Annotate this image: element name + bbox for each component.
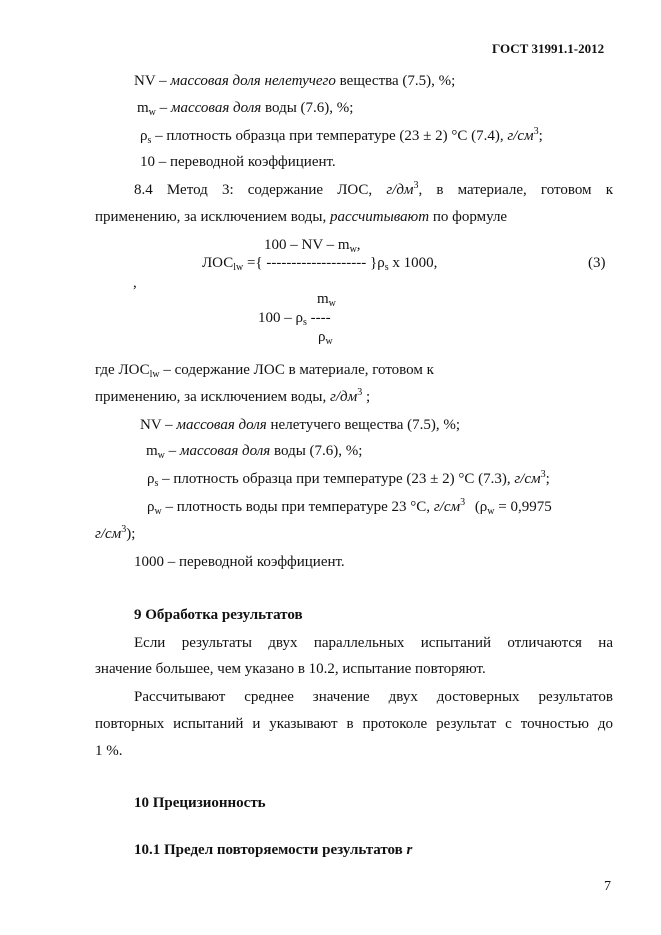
mw-sub: w [148, 107, 156, 118]
rhos2-end: ; [545, 471, 550, 487]
formula-rho: ρ [377, 255, 385, 271]
where-line1 [95, 363, 434, 378]
rho-sub: s [147, 135, 152, 146]
rhow2-cont-end: ); [126, 526, 136, 542]
numerator-end: , [356, 237, 361, 253]
def-coef-2: 1000 – переводной коэффициент. [134, 554, 345, 570]
method3-unit-sup: 3 [413, 180, 419, 191]
rho-end: ; [538, 128, 543, 144]
where2-unit: г/дм [330, 389, 358, 405]
mw2-italic: массовая доля [179, 443, 271, 459]
def-coef-1: 10 – переводной коэффициент. [140, 154, 336, 170]
nv2-symbol: NV – [140, 417, 173, 433]
rhos2-symbol: ρ [147, 471, 155, 487]
mw2-rest: воды (7.6), %; [274, 443, 363, 459]
nv2-rest: нелетучего вещества (7.5), %; [270, 417, 461, 433]
method3-line2-text: применению, за исключением воды, [95, 209, 327, 225]
section-10-1-r: r [406, 842, 413, 858]
document-code: ГОСТ 31991.1-2012 [492, 41, 605, 56]
mw2-sub: w [157, 450, 165, 461]
page-number: 7 [604, 879, 611, 894]
section-9-p2-line3: 1 %. [95, 743, 123, 759]
rho-symbol: ρ [140, 128, 148, 144]
formula-stray-comma: , [133, 275, 137, 291]
rhow2-unit: г/см [433, 499, 461, 515]
section-9-p2-line1: Рассчитывают среднее значение двух достоверных результатов [134, 689, 613, 705]
rhow2-paren: (ρ [474, 499, 488, 515]
rho-unit-sup: 3 [533, 126, 539, 137]
def-rhow-2 [147, 497, 552, 517]
mw-symbol: m [137, 100, 149, 116]
rhow2-paren-sub: w [487, 506, 495, 517]
rhos2-sup: 3 [540, 469, 546, 480]
formula-den-mw [317, 292, 336, 307]
rho-unit: г/см [507, 128, 534, 144]
section-9-p1-line1: Если результаты двух параллельных испытаний отличаются на [134, 635, 613, 651]
where-line2 [95, 387, 371, 405]
def-nv-1 [134, 74, 455, 89]
rhow2-symbol: ρ [147, 499, 155, 515]
where2-end: ; [362, 389, 371, 405]
section-10-1-text: 10.1 Предел повторяемости результатов [134, 842, 403, 858]
formula-lhs-sub: lw [233, 262, 244, 273]
rhow2-cont-sup: 3 [121, 524, 127, 535]
den-main-text: 100 – ρ [258, 310, 303, 326]
rhos2-text: – плотность образца при температуре (23 ± 2) °С (7.3), [162, 471, 511, 487]
section-9-title: 9 Обработка результатов [134, 607, 303, 623]
mw-italic: массовая доля [170, 100, 262, 116]
method3-line2-tail: по формуле [432, 209, 508, 225]
rhow2-val: = 0,9975 [494, 499, 552, 515]
section-10-1-title [134, 843, 412, 858]
where-tail: – содержание ЛОС в материале, готовом к [159, 362, 434, 378]
nv-rest: вещества (7.5), %; [339, 73, 456, 89]
def-rhos-2 [147, 469, 550, 489]
rho-text: – плотность образца при температуре (23 ± 2) °С (7.4), [155, 128, 504, 144]
den-rho-text: ρ [318, 329, 326, 345]
def-nv-2 [140, 418, 460, 433]
where2-unit-sup: 3 [357, 387, 363, 398]
rhos2-unit: г/см [514, 471, 541, 487]
method3-unit: г/дм [386, 182, 414, 198]
formula-lhs: ЛОС [202, 255, 234, 271]
den-mw-text: m [317, 291, 329, 307]
rhow2-cont-unit: г/см [95, 526, 122, 542]
mw-dash: – [159, 100, 168, 116]
method3-line2 [95, 210, 507, 225]
formula-den-main [258, 311, 331, 326]
where2-text: применению, за исключением воды, [95, 389, 327, 405]
rhow2-sup: 3 [460, 497, 466, 508]
rhos2-sub: s [154, 478, 159, 489]
nv-italic: массовая доля нелетучего [170, 73, 336, 89]
formula-bracket: ={ -------------------- } [246, 255, 378, 271]
nv-symbol: NV – [134, 73, 167, 89]
where-text: где ЛОС [95, 362, 150, 378]
mw2-dash: – [168, 443, 177, 459]
def-rho-1 [140, 126, 543, 146]
section-10-title: 10 Прецизионность [134, 795, 266, 811]
formula-den-rho [318, 330, 333, 345]
mw-rest: воды (7.6), %; [265, 100, 354, 116]
formula-number: (3) [588, 255, 606, 271]
section-9-p1-line2: значение большее, чем указано в 10.2, испытание повторяют. [95, 661, 486, 677]
formula-times: х 1000, [392, 255, 438, 271]
def-rhow-2-cont [95, 524, 136, 542]
den-dash: ---- [310, 310, 331, 326]
den-mw-sub: w [328, 298, 336, 309]
numerator-text: 100 – NV – m [264, 237, 350, 253]
method3-line1 [134, 180, 614, 198]
where-sub: lw [149, 369, 160, 380]
formula-rho-sub: s [384, 262, 389, 273]
method3-italic: рассчитывают [330, 209, 430, 225]
den-main-sub: s [303, 317, 307, 328]
nv2-italic: массовая доля [176, 417, 267, 433]
den-rho-sub: w [325, 336, 333, 347]
mw2-symbol: m [146, 443, 158, 459]
def-mw-2 [146, 444, 362, 459]
formula-main-line [202, 256, 437, 271]
numerator-sub: w [349, 244, 357, 255]
def-mw-1 [137, 101, 353, 116]
rhow2-sub: w [154, 506, 162, 517]
section-9-p2-line2: повторных испытаний и указывают в протоколе результат с точностью до [95, 716, 613, 732]
rhow2-text: – плотность воды при температуре 23 °С, [165, 499, 431, 515]
method3-line1-tail: , в материале, готовом к [418, 182, 614, 198]
formula-numerator [264, 238, 361, 253]
method3-line1-text: 8.4 Метод 3: содержание ЛОС, [134, 182, 373, 198]
